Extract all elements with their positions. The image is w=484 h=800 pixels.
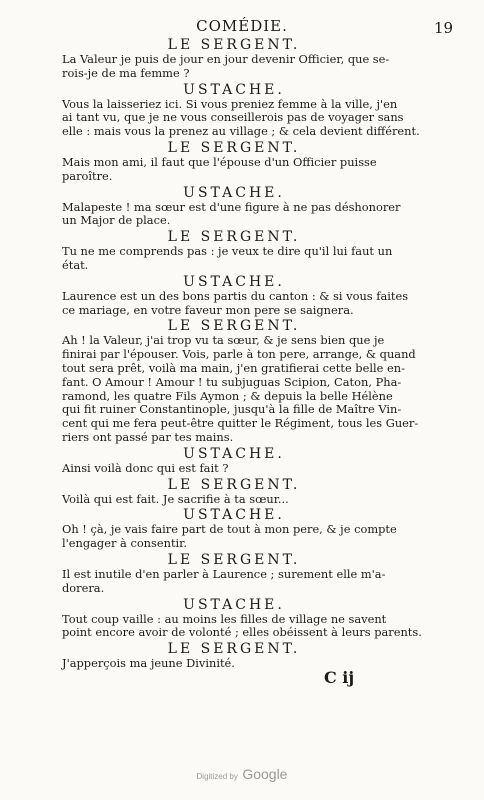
speaker-name: USTACHE.	[183, 445, 285, 462]
dialogue-line: rois-je de ma femme ?	[62, 65, 190, 80]
speaker-name: LE SERGENT.	[167, 139, 301, 156]
signature-mark: C ij	[324, 668, 355, 687]
speaker-name: USTACHE.	[183, 184, 285, 201]
dialogue-line: ai tant vu, que je ne vous conseillerois pas de voyager sans	[62, 110, 404, 125]
speaker-name: USTACHE.	[183, 273, 285, 290]
page-number: 19	[434, 19, 454, 37]
dialogue-line: dorera.	[62, 580, 105, 595]
dialogue-line: Tu ne me comprends pas : je veux te dire qu'il lui faut un	[62, 244, 393, 259]
dialogue-line: Ah ! la Valeur, j'ai trop vu ta sœur, & je sens bien que je	[62, 333, 385, 348]
dialogue-line: état.	[62, 257, 89, 272]
dialogue-line: Ainsi voilà donc qui est fait ?	[62, 460, 229, 475]
dialogue-line: tout sera prêt, voilà ma main, j'en gratifierai cette belle en-	[62, 360, 405, 375]
digitized-by-text: Digitized by	[196, 772, 238, 781]
dialogue-body	[62, 36, 422, 671]
running-head: COMÉDIE.	[196, 17, 288, 35]
dialogue-line: un Major de place.	[62, 213, 171, 228]
dialogue-line: finirai par l'épouser. Vois, parle à ton pere, arrange, & quand	[62, 347, 416, 362]
speaker-name: LE SERGENT.	[167, 641, 301, 658]
dialogue-line: Il est inutile d'en parler à Laurence ; surement elle m'a-	[62, 566, 386, 581]
dialogue-line: paroître.	[62, 168, 113, 183]
dialogue-line: riers ont passé par tes mains.	[62, 429, 234, 444]
dialogue-line: qui fit ruiner Constantinople, jusqu'à la fille de Maître Vin-	[62, 402, 402, 417]
google-logo: Google	[242, 766, 288, 782]
dialogue-line: Malapeste ! ma sœur est d'une figure à ne pas déshonorer	[62, 199, 401, 214]
digitization-footer	[0, 766, 484, 784]
speaker-name: USTACHE.	[183, 81, 285, 98]
speaker-name: USTACHE.	[183, 507, 285, 524]
dialogue-line: Mais mon ami, il faut que l'épouse d'un Officier puisse	[62, 154, 377, 169]
dialogue-line: Tout coup vaille : au moins les filles de village ne savent	[62, 611, 387, 626]
dialogue-line: Voilà qui est fait. Je sacrifie à ta sœur...	[62, 491, 289, 506]
speaker-name: LE SERGENT.	[167, 551, 301, 568]
dialogue-line: ce mariage, en votre faveur mon pere se saignera.	[62, 302, 354, 317]
dialogue-line: l'engager à consentir.	[62, 536, 187, 551]
dialogue-line: Laurence est un des bons partis du canton : & si vous faites	[62, 288, 409, 303]
dialogue-line: ramond, les quatre Fils Aymon ; & depuis la belle Hélène	[62, 388, 393, 403]
dialogue-line: point encore avoir de volonté ; elles obéissent à leurs parents.	[62, 625, 422, 640]
speaker-name: LE SERGENT.	[167, 318, 301, 335]
dialogue-line: elle : mais vous la prenez au village ; & cela devient différent.	[62, 124, 420, 139]
speaker-name: LE SERGENT.	[167, 37, 301, 53]
dialogue-line: fant. O Amour ! Amour ! tu subjuguas Scipion, Caton, Pha-	[62, 374, 402, 389]
dialogue-line: Oh ! çà, je vais faire part de tout à mon pere, & je compte	[62, 522, 397, 537]
speaker-name: USTACHE.	[183, 596, 285, 613]
dialogue-line: cent qui me fera peut-être quitter le Régiment, tous les Guer-	[62, 416, 419, 431]
dialogue-line: Vous la laisseriez ici. Si vous preniez femme à la ville, j'en	[62, 96, 398, 111]
dialogue-line: La Valeur je puis de jour en jour devenir Officier, que se-	[62, 52, 390, 66]
dialogue-line: J'apperçois ma jeune Divinité.	[62, 656, 235, 671]
speaker-name: LE SERGENT.	[167, 229, 301, 246]
speaker-name: LE SERGENT.	[167, 476, 301, 493]
